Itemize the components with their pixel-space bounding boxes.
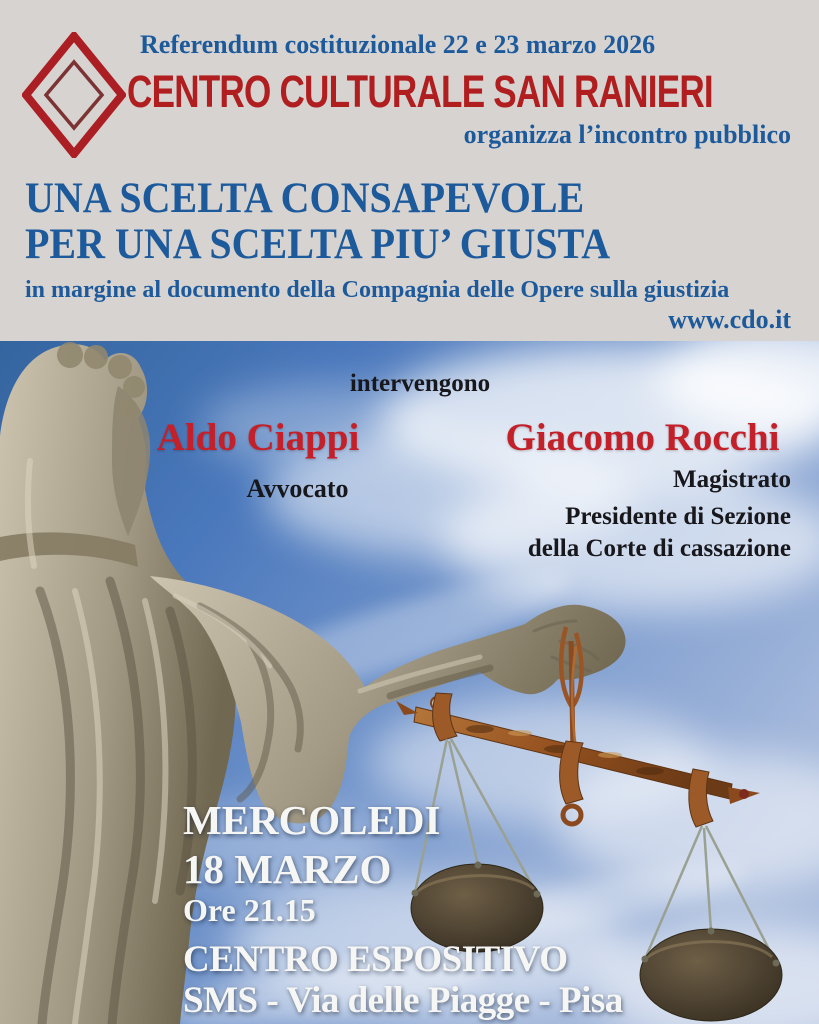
- event-date: 18 MARZO: [183, 846, 392, 892]
- speaker2-role-line3: della Corte di cassazione: [527, 535, 791, 562]
- justice-statue-photo: [0, 341, 819, 1024]
- speakers-intro: intervengono: [349, 370, 491, 397]
- main-title-line1: UNA SCELTA CONSAPEVOLE: [25, 175, 585, 222]
- organization-name: CENTRO CULTURALE SAN RANIERI: [127, 66, 713, 117]
- website-text: www.cdo.it: [668, 305, 791, 334]
- referendum-line: Referendum costituzionale 22 e 23 marzo 2026: [140, 30, 656, 59]
- speaker2-role-line1: Magistrato: [672, 466, 791, 493]
- event-time: Ore 21.15: [183, 892, 316, 928]
- speaker2-role-line2: Presidente di Sezione: [565, 503, 791, 530]
- speaker2-name: Giacomo Rocchi: [505, 416, 780, 459]
- event-venue: CENTRO ESPOSITIVO: [183, 939, 568, 980]
- speaker1-role: Avvocato: [246, 474, 349, 503]
- subtitle-line: in margine al documento della Compagnia delle Opere sulla giustizia: [25, 277, 730, 303]
- header-band: [0, 0, 819, 341]
- speaker1-name: Aldo Ciappi: [156, 416, 360, 459]
- event-address: SMS - Via delle Piagge - Pisa: [183, 980, 623, 1021]
- nested-diamond-icon: [22, 32, 126, 158]
- main-title-line2: PER UNA SCELTA PIU’ GIUSTA: [25, 221, 611, 268]
- organizes-line: organizza l’incontro pubblico: [463, 120, 791, 149]
- event-day: MERCOLEDI: [183, 797, 441, 843]
